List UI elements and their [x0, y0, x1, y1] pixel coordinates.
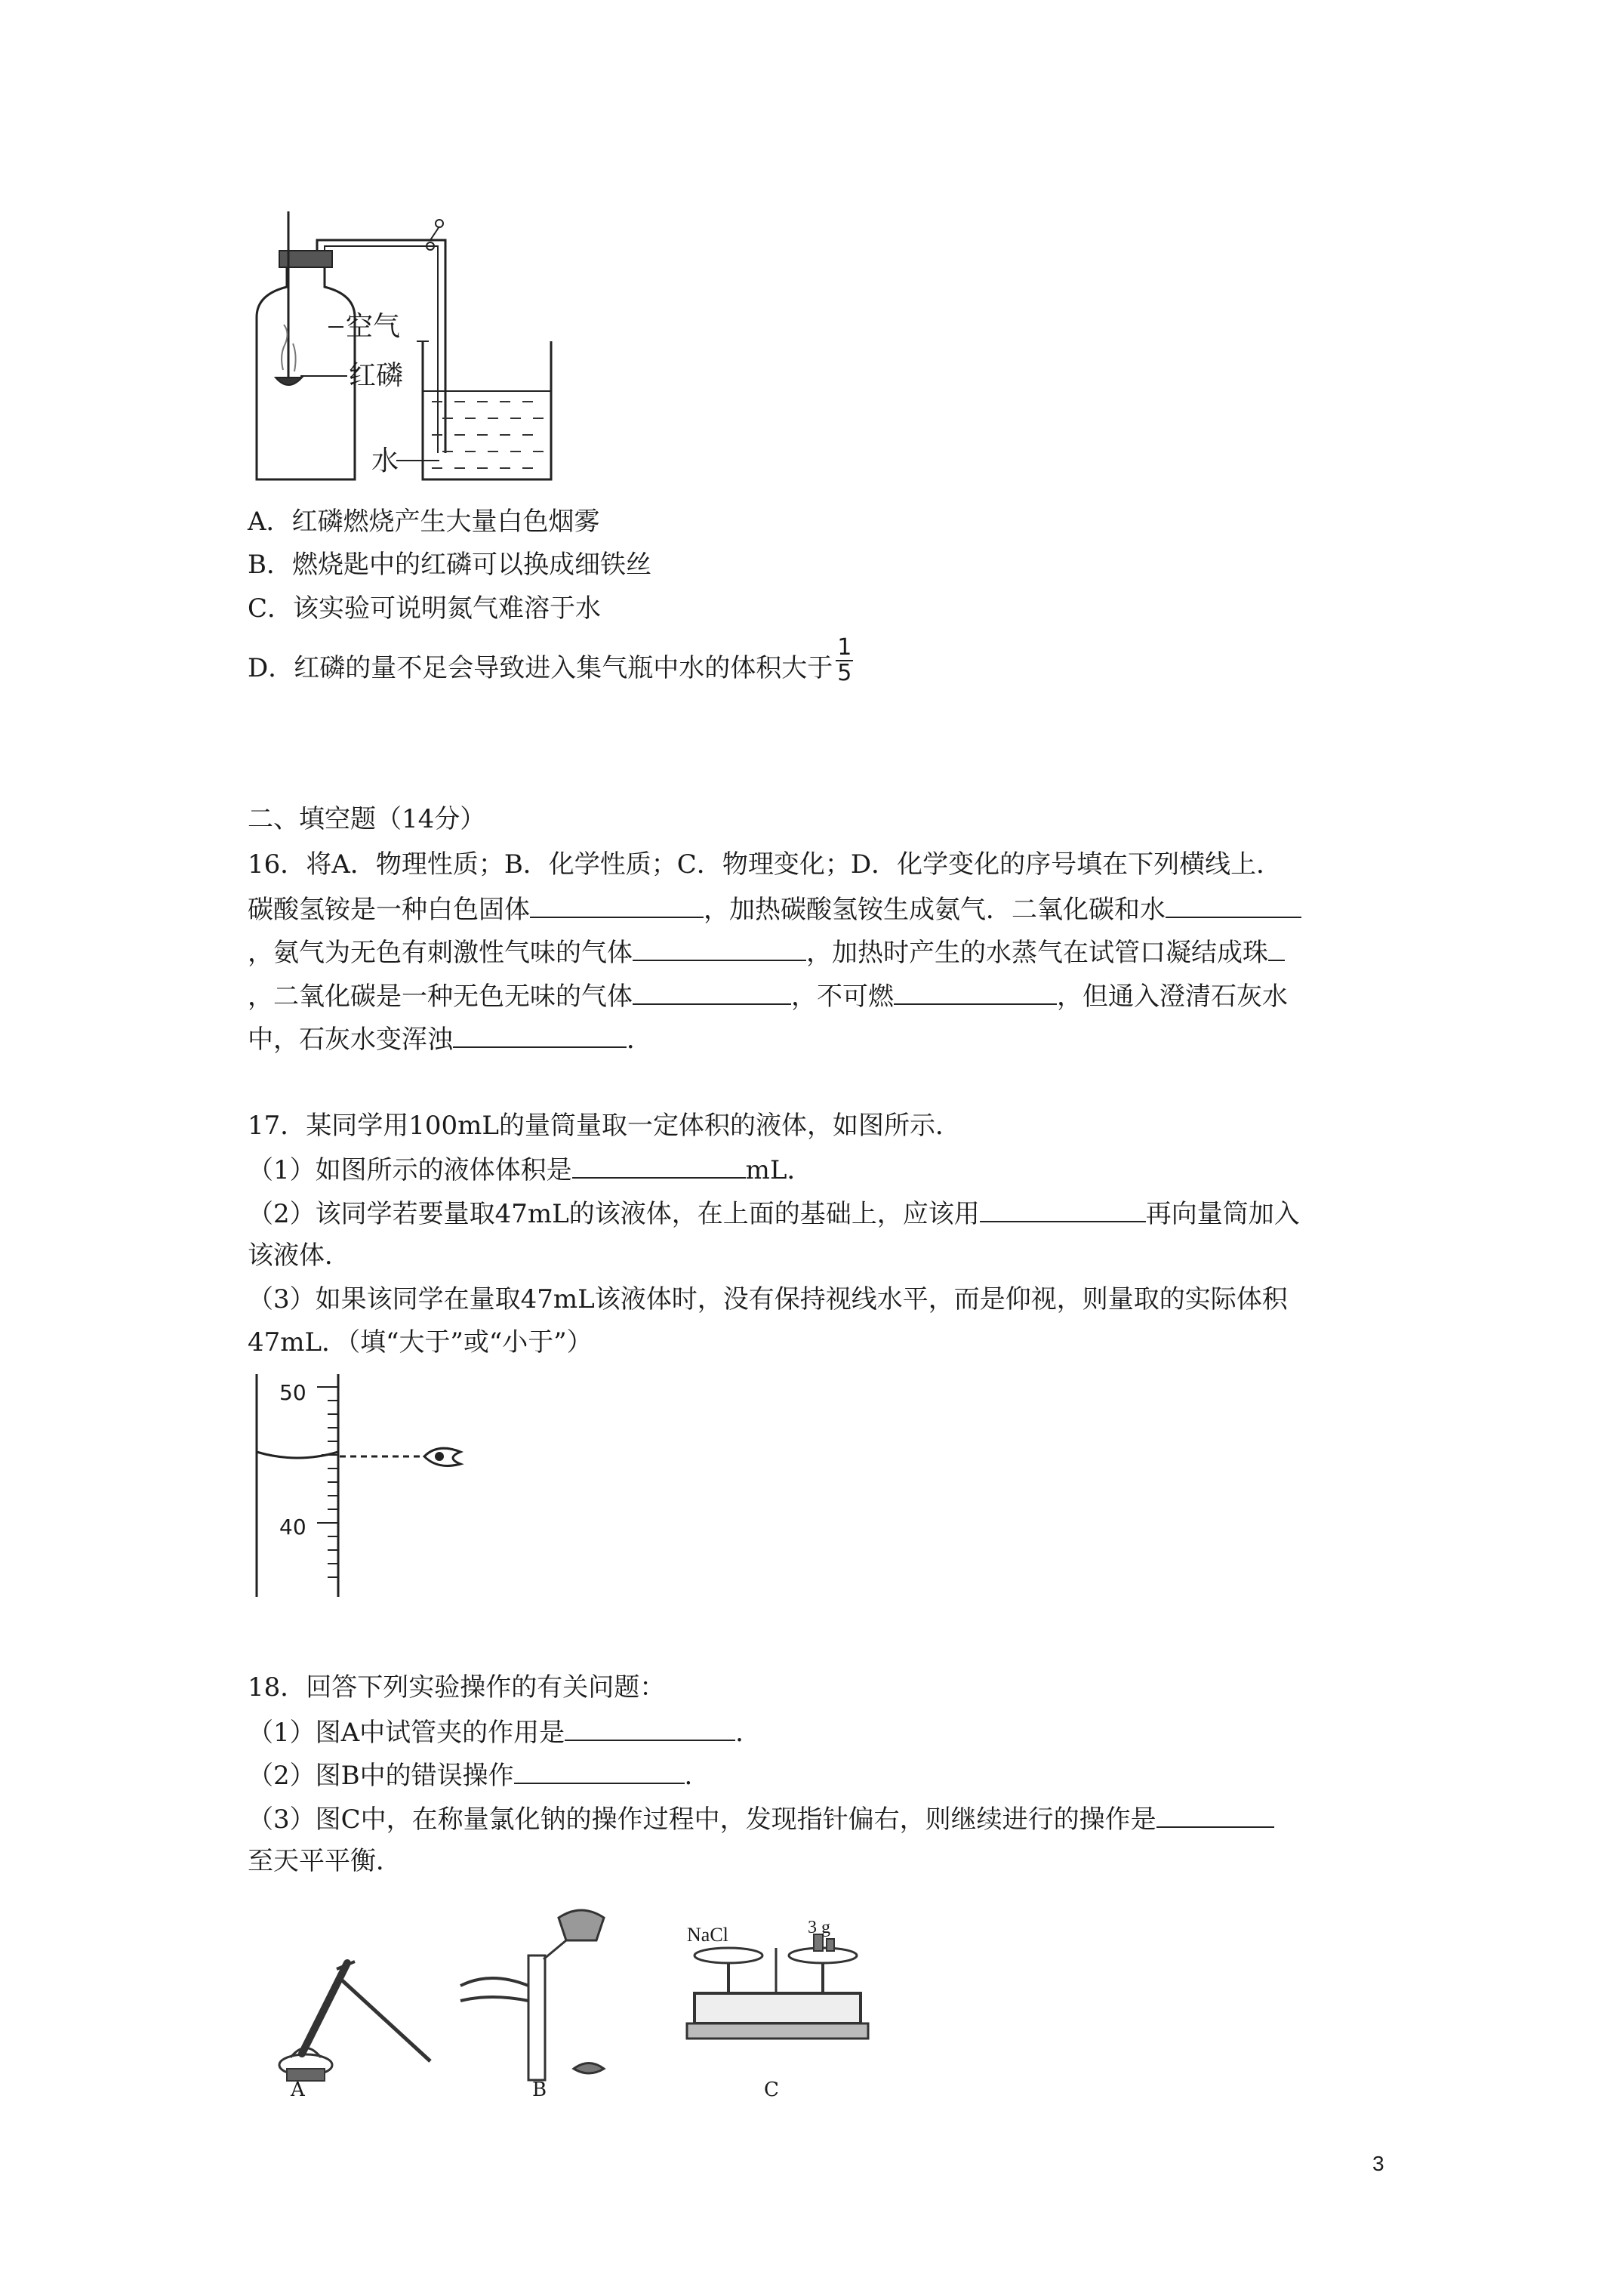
figure-c-label: C	[764, 2079, 779, 2101]
fraction-one-fifth	[836, 636, 853, 686]
q18-part-1	[248, 1714, 761, 1750]
answer-blank[interactable]	[565, 1714, 735, 1741]
q17-part-3-cont: 47mL．（填“大于”或“小于”）	[248, 1327, 593, 1358]
q16-text: ，加热时产生的水蒸气在试管口凝结成珠	[806, 938, 1268, 968]
figure-c-weight-label: 3 g	[808, 1918, 830, 1937]
answer-blank[interactable]	[633, 934, 806, 961]
answer-blank[interactable]	[514, 1757, 685, 1784]
graduated-cylinder-figure	[242, 1370, 483, 1604]
q17-part-2	[248, 1195, 1300, 1231]
q16-text: ．	[627, 1025, 652, 1055]
answer-blank[interactable]	[980, 1195, 1146, 1222]
q16-line-5	[248, 1021, 652, 1057]
page-number: 3	[1372, 2152, 1384, 2175]
q18-text: ．	[684, 1761, 710, 1791]
q16-text: ，但通入澄清石灰水	[1057, 982, 1288, 1012]
q15-option-d-text: D．红磷的量不足会导致进入集气瓶中水的体积大于	[248, 653, 833, 683]
q17-text: （1）如图所示的液体体积是	[248, 1155, 572, 1185]
q16-text: ，加热碳酸氢铵生成氨气．二氧化碳和水	[704, 895, 1166, 925]
fraction-denominator: 5	[837, 660, 852, 686]
q18-text: （2）图B中的错误操作	[248, 1761, 514, 1791]
answer-blank[interactable]	[1268, 934, 1285, 961]
fraction-numerator: 1	[837, 634, 852, 661]
q18-text: ．	[735, 1718, 762, 1748]
tick-label-40: 40	[279, 1515, 306, 1539]
q16-text: ，不可燃	[791, 982, 894, 1012]
q16-text: 中，石灰水变浑浊	[248, 1025, 453, 1055]
q18-part-2	[248, 1757, 710, 1793]
q17-part-1	[248, 1151, 812, 1188]
figure-c-nacl-label: NaCl	[687, 1924, 728, 1946]
q16-text: ，二氧化碳是一种无色无味的气体	[248, 982, 633, 1012]
figure-a-label: A	[291, 2079, 305, 2101]
label-red-phosphorus: 红磷	[349, 360, 404, 391]
q17-part-2-cont: 该液体．	[248, 1240, 350, 1271]
q16-text: 碳酸氢铵是一种白色固体	[248, 895, 530, 925]
answer-blank[interactable]	[633, 978, 791, 1005]
q15-option-c: C．该实验可说明氮气难溶于水	[248, 593, 602, 624]
phosphorus-apparatus-figure	[242, 204, 574, 491]
figure-b-label: B	[532, 2079, 547, 2101]
answer-blank[interactable]	[453, 1021, 627, 1048]
answer-blank[interactable]	[1156, 1801, 1274, 1828]
q15-option-b: B．燃烧匙中的红磷可以换成细铁丝	[248, 550, 651, 580]
label-water: 水	[371, 445, 399, 476]
q16-text: ，氨气为无色有刺激性气味的气体	[248, 938, 633, 968]
section-title: 二、填空题（14分）	[248, 804, 486, 834]
q17-text: mL．	[745, 1155, 813, 1185]
q18-text: （3）图C中，在称量氯化钠的操作过程中，发现指针偏右，则继续进行的操作是	[248, 1804, 1156, 1835]
q18-stem: 18．回答下列实验操作的有关问题：	[248, 1672, 666, 1703]
answer-blank[interactable]	[1166, 891, 1301, 918]
label-air: 空气	[346, 311, 401, 342]
q15-option-d	[248, 634, 853, 686]
q15-option-a: A．红磷燃烧产生大量白色烟雾	[248, 507, 600, 537]
tick-label-50: 50	[279, 1380, 306, 1405]
q17-part-3: （3）如果该同学在量取47mL该液体时，没有保持视线水平，而是仰视，则量取的实际体积	[248, 1284, 1288, 1314]
answer-blank[interactable]	[894, 978, 1057, 1005]
q16-line-4	[248, 978, 1288, 1014]
q18-part-3-cont: 至天平平衡．	[248, 1846, 402, 1876]
q18-text: （1）图A中试管夹的作用是	[248, 1718, 565, 1748]
q16-line-2	[248, 891, 1301, 927]
answer-blank[interactable]	[572, 1151, 746, 1179]
answer-blank[interactable]	[530, 891, 704, 918]
q17-text: （2）该同学若要量取47mL的该液体，在上面的基础上，应该用	[248, 1199, 980, 1229]
q17-stem: 17．某同学用100mL的量筒量取一定体积的液体，如图所示．	[248, 1111, 961, 1141]
q18-part-3	[248, 1801, 1274, 1837]
q16-line-3	[248, 934, 1285, 970]
q17-text: 再向量筒加入	[1145, 1199, 1300, 1229]
q16-stem: 16．将A．物理性质；B．化学性质；C．物理变化；D．化学变化的序号填在下列横线上．	[248, 849, 1283, 880]
figure-b-pouring-liquid	[445, 1888, 627, 2091]
figure-a-test-tube-heating	[272, 1903, 453, 2091]
